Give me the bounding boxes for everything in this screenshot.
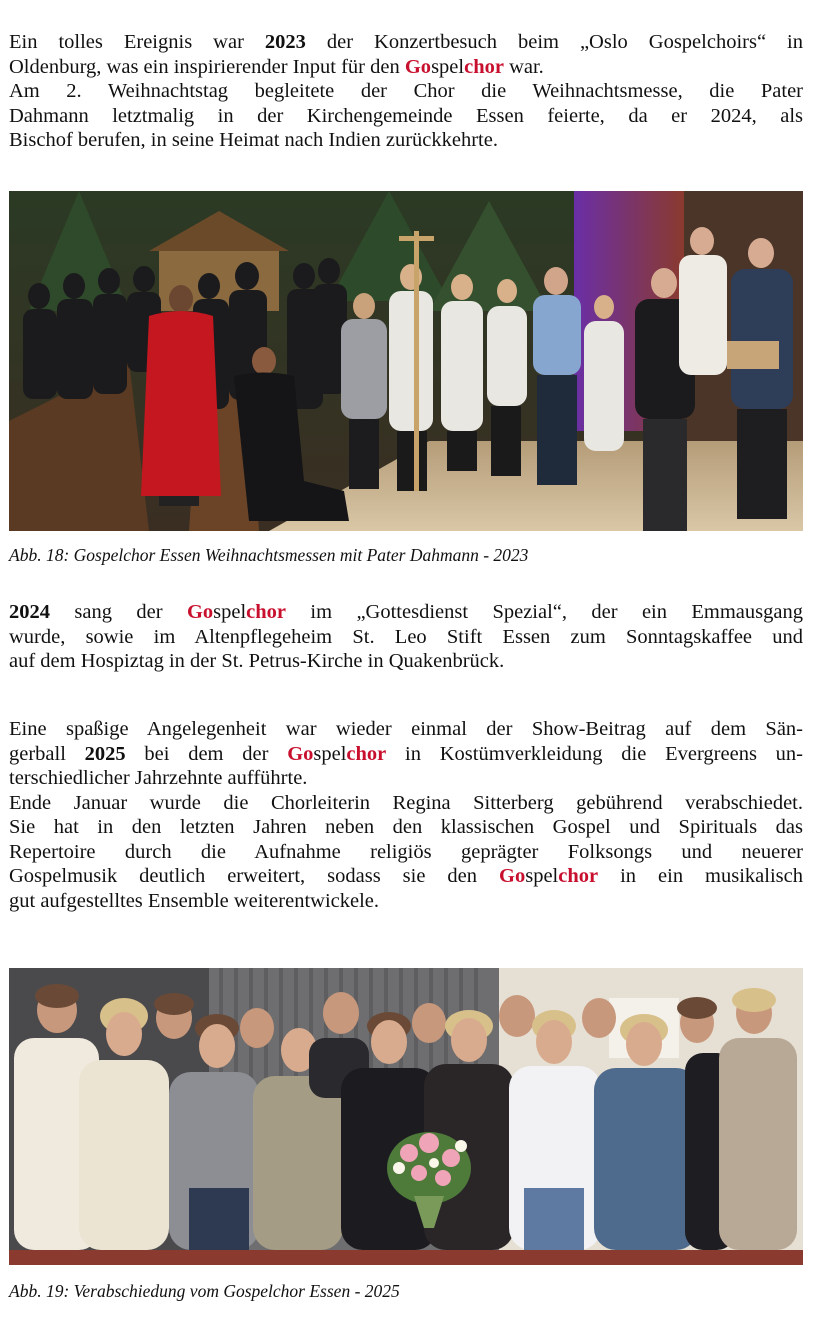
paragraph-saengerball-2025 bbox=[9, 717, 803, 913]
text-line: 2024 sang der Gospelchor im „Gottesdienst Spezial“, der ein Emmausgang bbox=[9, 601, 803, 623]
paragraph-2024 bbox=[9, 600, 803, 674]
text-line: Repertoire durch die Aufnahme religiös geprägter Folksongs und neuerer bbox=[9, 840, 803, 863]
gospelchor-brand: Gospelchor bbox=[499, 865, 599, 887]
text-line: Gospelmusik deutlich erweitert, sodass sie den Gospelchor in ein musikalisch bbox=[9, 865, 803, 887]
text-line: Am 2. Weihnachtstag begleitete der Chor die Weihnachtsmesse, die Pater bbox=[9, 80, 803, 102]
text-line: Bischof berufen, in seine Heimat nach Indien zurückkehrte. bbox=[9, 129, 498, 151]
figure-caption-18: Abb. 18: Gospelchor Essen Weihnachtsmessen mit Pater Dahmann - 2023 bbox=[9, 545, 529, 565]
text-line: Oldenburg, was ein inspirierender Input für den Gospelchor war. bbox=[9, 55, 544, 78]
farewell-photo-illustration bbox=[9, 968, 803, 1265]
figure-caption-19: Abb. 19: Verabschiedung vom Gospelchor Essen - 2025 bbox=[9, 1281, 400, 1301]
gospelchor-brand: Gospelchor bbox=[287, 742, 387, 765]
text-line: gut aufgestelltes Ensemble weiterentwickele. bbox=[9, 889, 380, 912]
text-line: Sie hat in den letzten Jahren neben den klassischen Gospel und Spirituals das bbox=[9, 816, 803, 838]
christmas-mass-photo-illustration bbox=[9, 191, 803, 531]
text-line: wurde, sowie im Altenpflegeheim St. Leo Stift Essen zum Sonntagskaffee und bbox=[9, 625, 803, 648]
photo-christmas-mass bbox=[9, 191, 803, 531]
text-line: Ein tolles Ereignis war 2023 der Konzertbesuch beim „Oslo Gospelchoirs“ in bbox=[9, 31, 803, 53]
text-line: Dahmann letztmalig in der Kirchengemeinde Essen feierte, da er 2024, als bbox=[9, 104, 803, 127]
text-line: gerball 2025 bei dem der Gospelchor in Kostümverkleidung die Evergreens un- bbox=[9, 742, 804, 765]
text-line: Ende Januar wurde die Chorleiterin Regina Sitterberg gebührend verabschiedet. bbox=[9, 791, 803, 814]
paragraph-concert-2023 bbox=[9, 30, 803, 153]
text-line: auf dem Hospiztag in der St. Petrus-Kirche in Quakenbrück. bbox=[9, 650, 505, 672]
photo-farewell bbox=[9, 968, 803, 1265]
text-line: terschiedlicher Jahrzehnte aufführte. bbox=[9, 767, 308, 789]
gospelchor-brand: Gospelchor bbox=[186, 601, 287, 623]
text-line: Eine spaßige Angelegenheit war wieder einmal der Show-Beitrag auf dem Sän- bbox=[9, 718, 803, 740]
gospelchor-brand: Gospelchor bbox=[404, 55, 504, 78]
